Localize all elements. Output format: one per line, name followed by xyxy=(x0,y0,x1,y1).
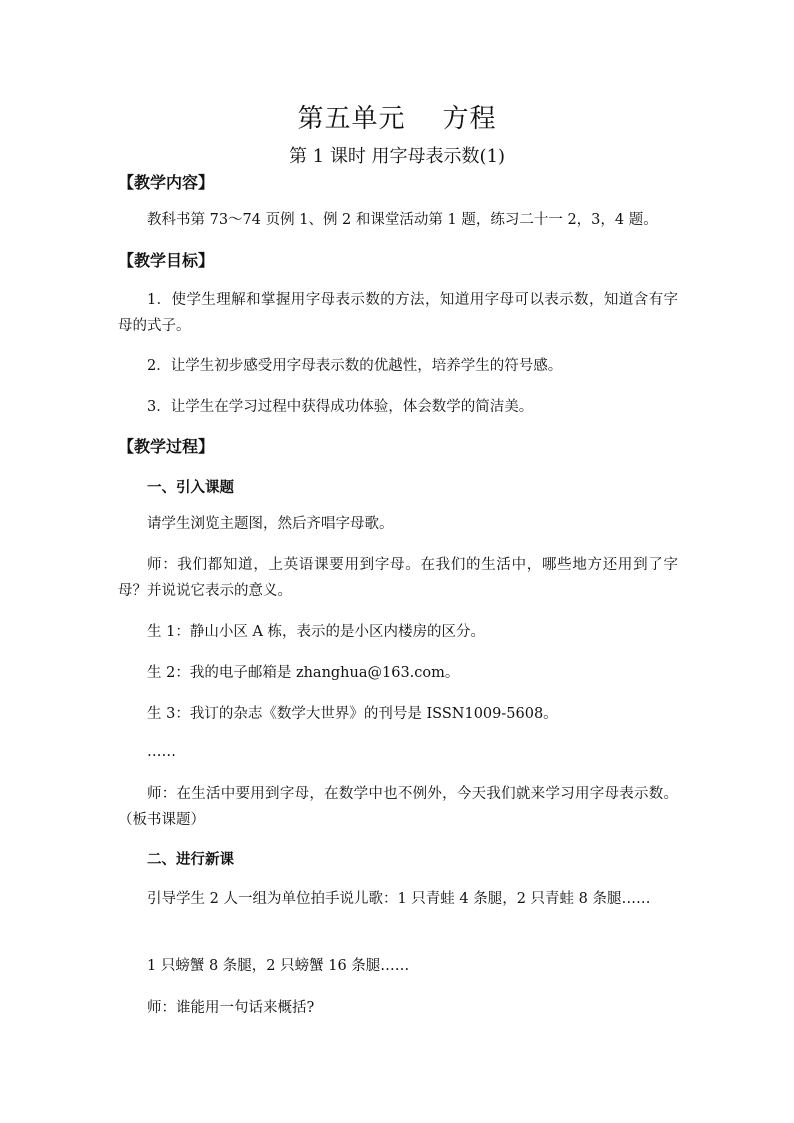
section-heading-process: 【教学过程】 xyxy=(118,437,215,456)
part1-paragraph-6: 师：在生活中要用到字母，在数学中也不例外，今天我们就来学习用字母表示数。（板书课题） xyxy=(118,786,678,828)
part1-paragraph-1: 请学生浏览主题图，然后齐唱字母歌。 xyxy=(147,516,394,532)
part1-paragraph-4: 生 2：我的电子邮箱是 zhanghua@163.com。 xyxy=(147,665,460,681)
lesson-subtitle: 第 1 课时 用字母表示数(1) xyxy=(288,146,506,167)
section-heading-content: 【教学内容】 xyxy=(118,173,215,192)
part1-paragraph-3: 生 1：静山小区 A 栋，表示的是小区内楼房的区分。 xyxy=(147,624,486,640)
part2-title: 二、进行新课 xyxy=(147,852,234,868)
part1-paragraph-2: 师：我们都知道，上英语课要用到字母。在我们的生活中，哪些地方还用到了字母？并说说它表示的意义。 xyxy=(118,557,678,599)
unit-title: 第五单元 方程 xyxy=(297,104,497,134)
part2-paragraph-1: 引导学生 2 人一组为单位拍手说儿歌：1 只青蛙 4 条腿，2 只青蛙 8 条腿…… xyxy=(147,891,651,907)
part2-paragraph-2: 1 只螃蟹 8 条腿，2 只螃蟹 16 条腿…… xyxy=(147,958,410,974)
part1-ellipsis: …… xyxy=(147,744,176,760)
section-heading-goals: 【教学目标】 xyxy=(118,251,215,270)
part2-paragraph-3: 师：谁能用一句话来概括? xyxy=(147,1000,315,1016)
goal-item-1: 1．使学生理解和掌握用字母表示数的方法，知道用字母可以表示数，知道含有字母的式子。 xyxy=(118,292,678,334)
goal-item-2: 2．让学生初步感受用字母表示数的优越性，培养学生的符号感。 xyxy=(147,358,563,374)
content-paragraph: 教科书第 73～74 页例 1、例 2 和课堂活动第 1 题，练习二十一 2，3，4 题。 xyxy=(147,212,658,228)
goal-item-3: 3．让学生在学习过程中获得成功体验，体会数学的简洁美。 xyxy=(147,399,534,415)
part1-title: 一、引入课题 xyxy=(147,480,234,496)
part1-paragraph-5: 生 3：我订的杂志《数学大世界》的刊号是 ISSN1009-5608。 xyxy=(147,706,558,722)
